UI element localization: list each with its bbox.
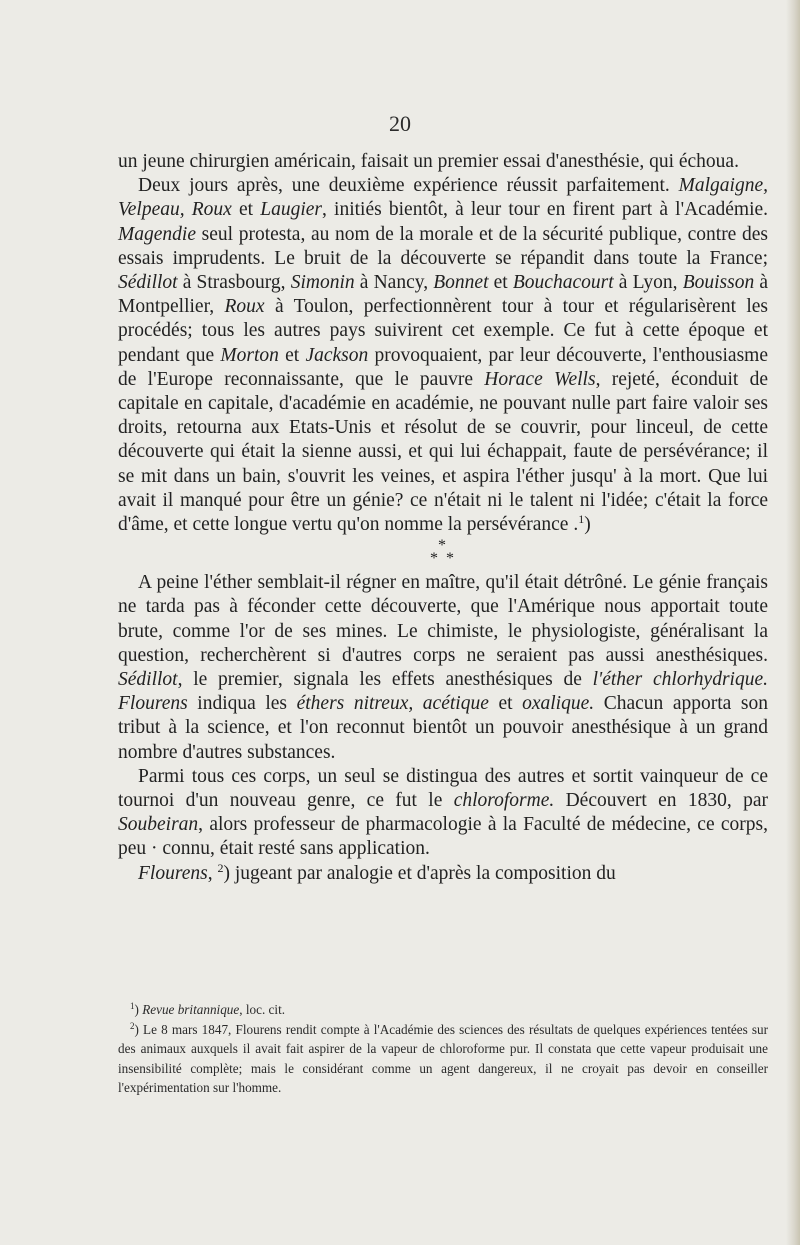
footnote <box>118 1000 768 1020</box>
journal-title: Revue britannique <box>142 1002 240 1017</box>
person-name: Bonnet <box>433 272 489 294</box>
page-edge-shadow <box>786 0 800 1245</box>
text-run: Découvert en 1830, par <box>554 790 768 812</box>
person-name: Horace Wells <box>484 368 596 390</box>
text-run: , rejeté, éconduit de capitale en capitale, d'académie en académie, ne pouvant nulle part faire valoir ses droits, retourna aux Etats-Unis et résolut de se couvrir, pour linceul, de cette découverte qui était la sienne aussi, et qui lui échappait, faute de persévérance; il se mit dans un bain, s'ouvrit les veines, et aspira l'éther jusqu' à la mort. Que lui avait il manqué pour être un génie? ce n'était ni le talent ni l'idée; c'était la force d'âme, et cette longue vertu qu'on nomme la persévérance . <box>118 368 768 536</box>
substance-name: chloroforme. <box>453 790 555 812</box>
footnotes <box>118 1000 768 1098</box>
text-run: à Strasbourg, <box>177 272 291 294</box>
substance-name: l'éther chlorhydrique. <box>592 669 768 691</box>
text-run: un jeune chirurgien américain, faisait un premier essai d'anesthésie, qui échoua. <box>118 151 739 172</box>
person-name: Laugier <box>260 199 323 221</box>
paragraph <box>118 862 768 886</box>
person-name: Roux <box>224 296 265 318</box>
person-name: Bouchacourt <box>512 272 614 294</box>
text-run: A peine l'éther semblait-il régner en maître, qu'il était détrôné. Le génie français ne tarda pas à féconder cette découverte, que l'Amérique nous apportait toute brute, comme l'or de ses mines. Le chimiste, le physiologiste, généralisant la question, recherchèrent si d'autres corps ne seraient pas aussi anesthésiques. <box>118 572 768 666</box>
person-name: Simonin <box>290 272 355 294</box>
text-run: et <box>488 272 513 294</box>
text-run: ) <box>134 1002 143 1017</box>
paragraph <box>118 174 768 537</box>
text-run: Deux jours après, une deuxième expérience réussit parfaitement. <box>138 175 679 197</box>
person-name: Jackson <box>305 344 369 366</box>
text-run: provoquaient, par leur découverte, l'enthousiasme de l'Europe reconnaissante, que le pauvre <box>118 344 768 390</box>
footnote-marker: 1 <box>130 1001 135 1011</box>
text-run: à Lyon, <box>613 272 683 294</box>
section-separator: * * * <box>430 537 456 568</box>
text-run: , le premier, signala les effets anesthésiques de <box>177 669 593 691</box>
text-run: Chacun apporta son tribut à la science, et l'on reconnut bientôt un pouvoir anesthésique à un grand nombre d'autres substances. <box>118 693 769 763</box>
text-run: à Nancy, <box>354 272 434 294</box>
footnote-marker: 2 <box>130 1020 135 1031</box>
text-run: à Montpellier, <box>118 272 769 318</box>
text-run: et <box>231 199 261 221</box>
text-run: et <box>488 693 523 715</box>
footnote-ref: 1 <box>578 512 585 527</box>
person-name: Flourens <box>138 862 208 884</box>
substance-name: éthers nitreux, acétique <box>296 693 489 715</box>
text-run: , alors professeur de pharmacologie à la Faculté de médecine, ce corps, peu · connu, était resté sans application. <box>118 814 768 860</box>
substance-name: oxalique. <box>522 693 595 715</box>
page-number: 20 <box>389 111 411 136</box>
paragraph <box>118 571 768 765</box>
text-run: , loc. cit. <box>239 1002 286 1017</box>
footnote <box>118 1020 768 1098</box>
text-run: et <box>278 344 306 366</box>
footnote-ref: 2 <box>217 860 224 875</box>
text-run: seul protesta, au nom de la morale et de la sécurité publique, contre des essais imprudents. Le bruit de la découverte se répandit dans toute la France; <box>118 223 768 269</box>
text-run: à Toulon, perfectionnèrent tour à tour et régularisèrent les procédés; tous les autres pays suivirent cet exemple. Ce fut à cette époque et pendant que <box>118 296 768 366</box>
person-name: Morton <box>220 344 279 366</box>
person-name: Flourens <box>118 693 188 715</box>
person-name: Magendie <box>118 223 196 245</box>
text-run: indiqua les <box>187 693 297 715</box>
text-run: ) <box>584 514 591 536</box>
person-name: Bouisson <box>682 272 755 294</box>
text-run: , initiés bientôt, à leur tour en firent part à l'Académie. <box>322 199 769 221</box>
paragraph <box>118 765 768 862</box>
body-text <box>118 150 768 886</box>
person-name: Malgaigne, Velpeau, Roux <box>118 175 768 221</box>
text-run: ) Le 8 mars 1847, Flourens rendit compte à l'Académie des sciences des résultats de quelques expériences tentées sur des animaux auxquels il avait fait aspirer de la vapeur de chloroforme pur. Il constata que cette vapeur produisait une insensibilité complète; mais le considérant comme un agent dangereux, il ne croyait pas devoir en conseiller l'expérimentation sur l'homme. <box>118 1021 768 1096</box>
person-name: Soubeiran <box>118 814 199 836</box>
text-run: Parmi tous ces corps, un seul se distingua des autres et sortit vainqueur de ce tournoi d'un nouveau genre, ce fut le <box>118 765 768 812</box>
text-run: ) jugeant par analogie et d'après la composition du <box>223 862 616 884</box>
person-name: Sédillot <box>118 272 178 294</box>
person-name: Sédillot <box>118 669 178 691</box>
text-run: , <box>207 862 218 884</box>
paragraph <box>118 150 768 174</box>
